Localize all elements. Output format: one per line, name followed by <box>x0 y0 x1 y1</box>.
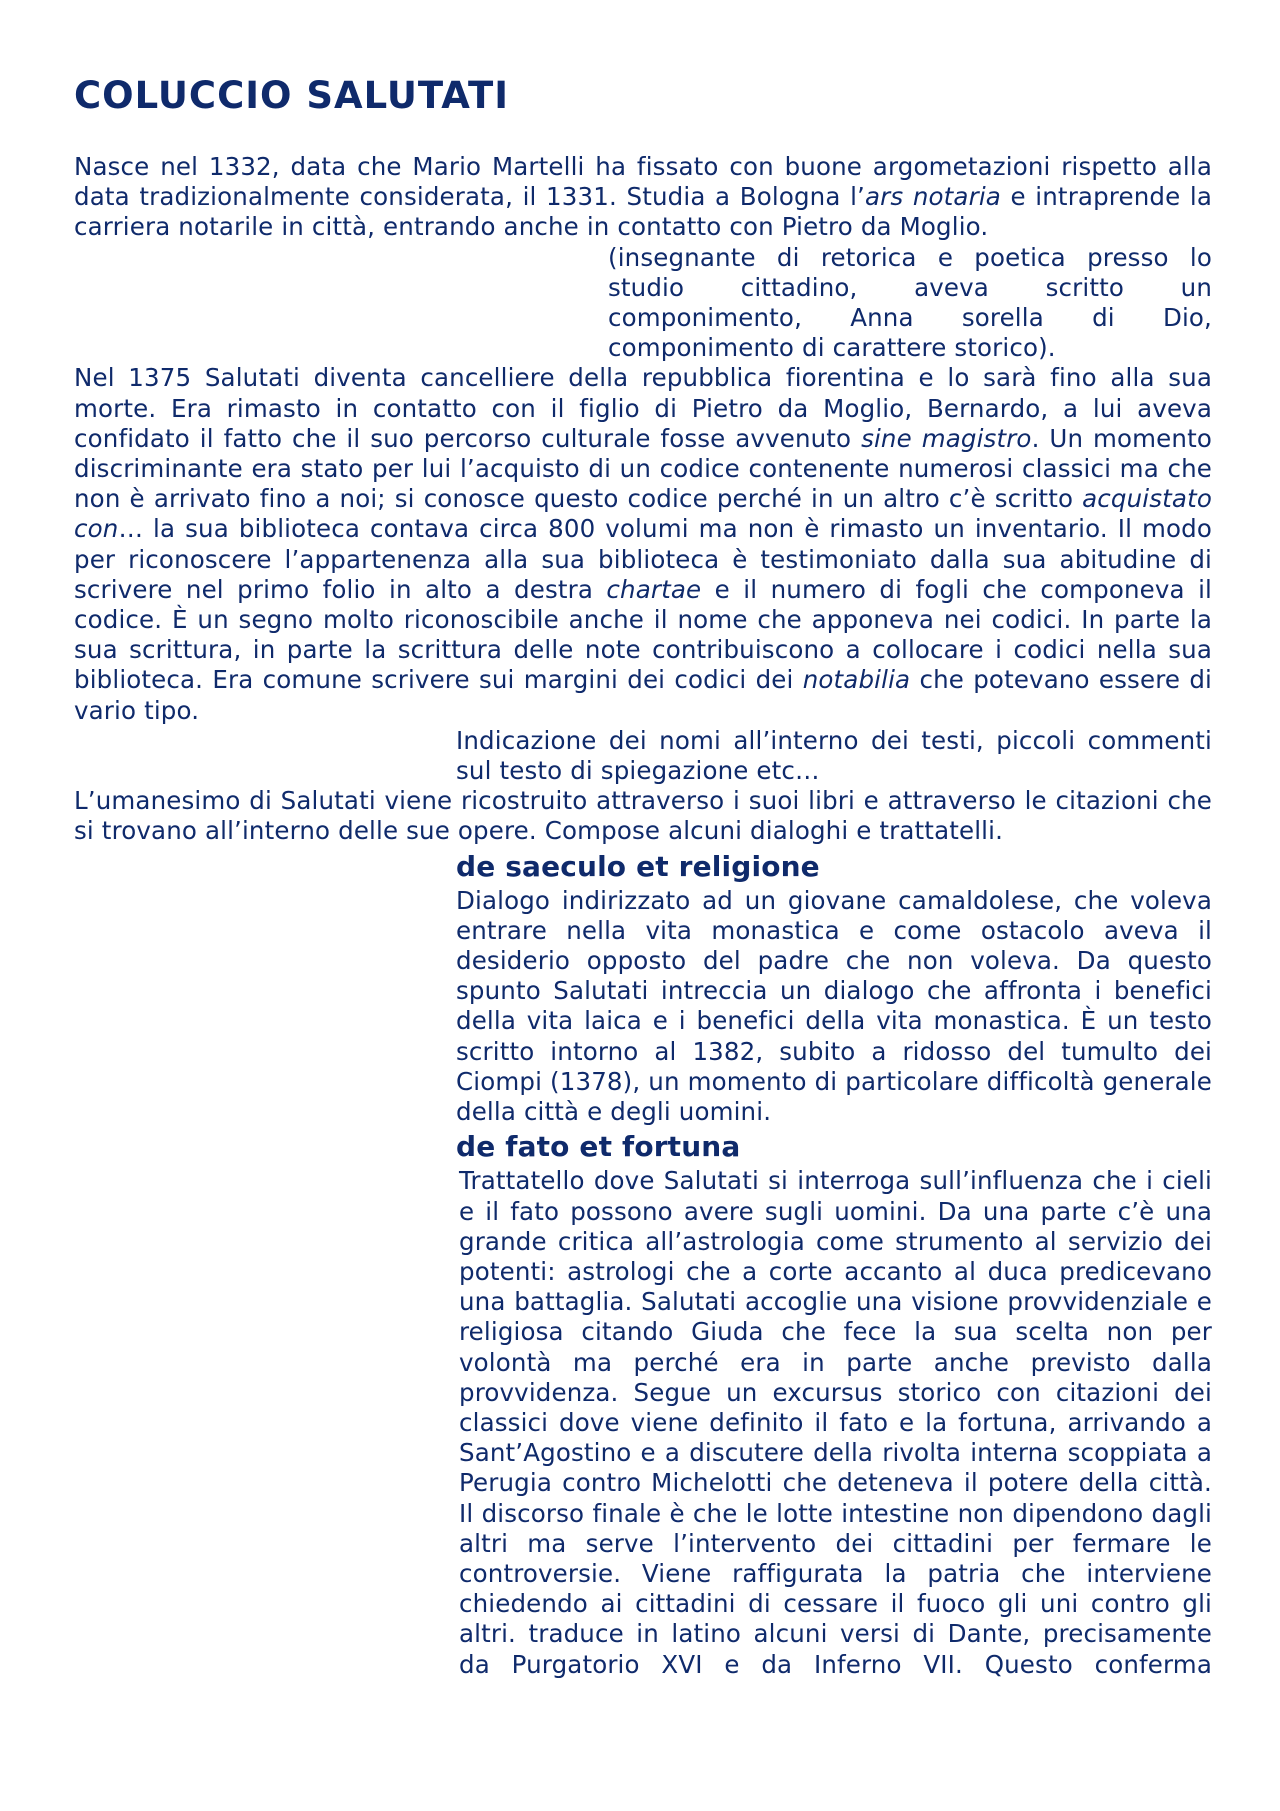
body-paragraph <box>74 363 1212 725</box>
intro-paragraph <box>74 152 1212 243</box>
section-text-saeculo: Dialogo indirizzato ad un giovane camaldolese, che voleva entrare nella vita monastica e come ostacolo aveva il desiderio opposto del padre che non voleva. Da questo spunto Salutati intreccia un dialogo che affronta i benefici della vita laica e i benefici della vita monastica. È un testo scritto intorno al 1382, subito a ridosso del tumulto dei Ciompi (1378), un momento di particolare difficoltà generale della città e degli uomini. <box>456 885 1212 1127</box>
italic-term: ars notaria <box>864 182 1001 212</box>
text-run: . Un momento discriminante era stato per lui l’acquisto di un codice contenente numerosi classici ma che non è arrivato fino a noi; si conosce questo codice perché in un altro c’è scritto <box>74 423 1212 514</box>
text-run: che potevano essere di vario tipo. <box>74 665 1212 725</box>
italic-term: sine magistro <box>861 423 1032 453</box>
text-run: Nasce nel 1332, data che Mario Martelli ha fissato con buone argometazioni rispetto alla data tradizionalmente considerata, il 1331. Studia a Bologna l’ <box>74 152 1212 212</box>
document-page <box>74 70 1212 1680</box>
humanism-paragraph: L’umanesimo di Salutati viene ricostruito attraverso i suoi libri e attraverso le citazioni che si trovano all’interno delle sue opere. Compose alcuni dialoghi e trattatelli. <box>74 786 1212 846</box>
text-run: Nel 1375 Salutati diventa cancelliere della repubblica fiorentina e lo sarà fino alla sua morte. Era rimasto in contatto con il figlio di Pietro da Moglio, Bernardo, a lui aveva confidato il fatto che il suo percorso culturale fosse avvenuto <box>74 363 1212 453</box>
text-run: e il numero di fogli che componeva il codice. È un segno molto riconoscibile anche il nome che apponeva nei codici. In parte la sua scrittura, in parte la scrittura delle note contribuiscono a collocare i codici nella sua biblioteca. Era comune scrivere sui margini dei codici dei <box>74 574 1212 695</box>
section-heading-saeculo: de saeculo et religione <box>456 849 820 883</box>
margin-note-notabilia: Indicazione dei nomi all’interno dei testi, piccoli commenti sul testo di spiegazione etc… <box>456 725 1212 786</box>
page-title: COLUCCIO SALUTATI <box>74 74 510 117</box>
text-run: e intraprende la carriera notarile in città, entrando anche in contatto con Pietro da Moglio. <box>74 182 1212 242</box>
margin-note-pietro: (insegnante di retorica e poetica presso lo studio cittadino, aveva scritto un componimento, Anna sorella di Dio, componimento di carattere storico). <box>608 242 1212 363</box>
section-heading-fato: de fato et fortuna <box>456 1130 741 1164</box>
italic-term: chartae <box>606 574 702 604</box>
section-text-fato: Trattatello dove Salutati si interroga sull’influenza che i cieli e il fato possono avere sugli uomini. Da una parte c’è una grande critica all’astrologia come strumento al servizio dei potenti: astrologi che a corte accanto al duca predicevano una battaglia. Salutati accoglie una visione provvidenziale e religiosa citando Giuda che fece la sua scelta non per volontà ma perché era in parte anche previsto dalla provvidenza. Segue un excursus storico con citazioni dei classici dove viene definito il fato e la fortuna, arrivando a Sant’Agostino e a discutere della rivolta interna scoppiata a Perugia contro Michelotti che deteneva il potere della città. Il discorso finale è che le lotte intestine non dipendono dagli altri ma serve l’intervento dei cittadini per fermare le controversie. Viene raffigurata la patria che interviene chiedendo ai cittadini di cessare il fuoco gli uni contro gli altri. traduce in latino alcuni versi di Dante, precisamente da Purgatorio XVI e da Inferno VII. Questo conferma <box>459 1166 1212 1679</box>
italic-term: notabilia <box>802 665 911 695</box>
text-run: … la sua biblioteca contava circa 800 volumi ma non è rimasto un inventario. Il modo per riconoscere l’appartenenza alla sua biblioteca è testimoniato dalla sua abitudine di scrivere nel primo folio in alto a destra <box>74 514 1212 604</box>
italic-term: acquistato con <box>74 484 1212 544</box>
